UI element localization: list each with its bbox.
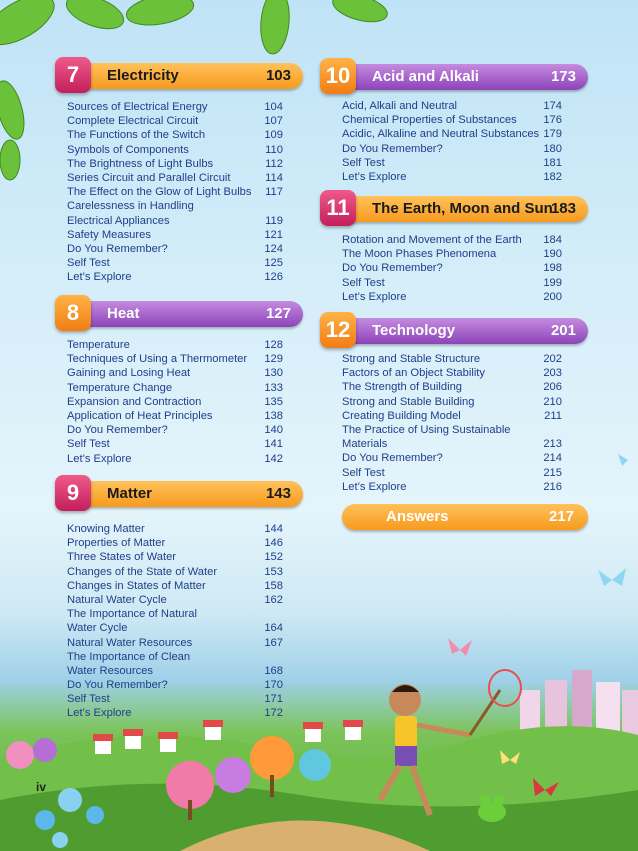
list-item[interactable]: Water Cycle 164 (67, 622, 283, 635)
chapter-items (67, 338, 283, 466)
chapter-title: The Earth, Moon and Sun (372, 200, 553, 217)
list-item[interactable]: Self Test 199 (342, 276, 562, 289)
list-item[interactable]: Self Test 125 (67, 257, 283, 270)
chapter-title: Technology (372, 322, 456, 339)
list-item[interactable]: The Effect on the Glow of Light Bulbs 117 (67, 186, 283, 199)
list-item[interactable]: Chemical Properties of Substances 176 (342, 114, 562, 127)
chapter-number: 8 (55, 295, 91, 331)
chapter-title: Electricity (107, 67, 179, 84)
list-item[interactable]: Do You Remember? 180 (342, 142, 562, 155)
list-item[interactable]: Creating Building Model 211 (342, 409, 562, 422)
chapter-page: 183 (550, 200, 576, 217)
chapter-header[interactable] (57, 481, 303, 507)
list-item[interactable]: Application of Heat Principles 138 (67, 409, 283, 422)
page-number: iv (36, 780, 47, 794)
list-item[interactable]: The Brightness of Light Bulbs 112 (67, 157, 283, 170)
list-item[interactable]: Complete Electrical Circuit 107 (67, 115, 283, 128)
list-item[interactable]: Electrical Appliances 119 (67, 214, 283, 227)
chapter-header[interactable] (322, 196, 588, 222)
chapter-header[interactable] (322, 64, 588, 90)
list-item[interactable]: Rotation and Movement of the Earth 184 (342, 234, 562, 246)
answers-page: 217 (548, 508, 574, 525)
list-item[interactable]: Acidic, Alkaline and Neutral Substances 179 (342, 128, 562, 141)
list-item[interactable]: The Functions of the Switch 109 (67, 129, 283, 142)
list-item[interactable]: The Strength of Building 206 (342, 381, 562, 394)
list-item[interactable]: The Moon Phases Phenomena 190 (342, 248, 562, 261)
list-item[interactable]: The Practice of Using Sustainable (342, 423, 511, 436)
list-item[interactable]: Safety Measures 121 (67, 228, 283, 241)
list-item[interactable]: Let’s Explore 200 (342, 290, 562, 303)
chapter-page: 173 (550, 68, 576, 85)
list-item[interactable]: Let’s Explore 126 (67, 271, 283, 284)
answers-title: Answers (386, 508, 449, 525)
chapter-page: 201 (550, 322, 576, 339)
chapter-header[interactable] (57, 301, 303, 327)
list-item[interactable]: Expansion and Contraction 135 (67, 395, 283, 408)
list-item[interactable]: Self Test 181 (342, 156, 562, 169)
list-item[interactable]: Changes of the State of Water 153 (67, 565, 283, 578)
list-item[interactable]: Do You Remember? 198 (342, 262, 562, 275)
list-item[interactable]: Sources of Electrical Energy 104 (67, 101, 283, 113)
list-item[interactable]: Carelessness in Handling (67, 200, 194, 213)
list-item[interactable]: The Importance of Natural (67, 608, 197, 621)
chapter-title: Acid and Alkali (372, 68, 479, 85)
list-item[interactable]: Techniques of Using a Thermometer 129 (67, 353, 283, 366)
chapter-number: 9 (55, 475, 91, 511)
chapter-page: 103 (265, 67, 291, 84)
list-item[interactable]: Gaining and Losing Heat 130 (67, 367, 283, 380)
chapter-number: 11 (320, 190, 356, 226)
list-item[interactable]: Knowing Matter 144 (67, 523, 283, 535)
list-item[interactable]: Temperature Change 133 (67, 381, 283, 394)
list-item[interactable]: Do You Remember? 140 (67, 424, 283, 437)
list-item[interactable]: Natural Water Resources 167 (67, 636, 283, 649)
chapter-items (342, 352, 562, 494)
chapter-items (67, 100, 283, 284)
chapter-items (342, 233, 562, 304)
list-item[interactable]: Self Test 171 (67, 693, 283, 706)
chapter-items (67, 522, 283, 721)
list-item[interactable]: Let’s Explore 142 (67, 452, 283, 465)
answers-header[interactable] (342, 504, 588, 530)
chapter-number: 7 (55, 57, 91, 93)
chapter-page: 127 (265, 305, 291, 322)
list-item[interactable]: Three States of Water 152 (67, 551, 283, 564)
chapter-number: 12 (320, 312, 356, 348)
list-item[interactable]: Properties of Matter 146 (67, 537, 283, 550)
list-item[interactable]: Changes in States of Matter 158 (67, 579, 283, 592)
list-item[interactable]: Acid, Alkali and Neutral 174 (342, 100, 562, 112)
list-item[interactable]: Do You Remember? 124 (67, 242, 283, 255)
list-item[interactable]: Self Test 141 (67, 438, 283, 451)
chapter-items (342, 99, 562, 184)
list-item[interactable]: Let’s Explore 216 (342, 480, 562, 493)
list-item[interactable]: Strong and Stable Building 210 (342, 395, 562, 408)
list-item[interactable]: Self Test 215 (342, 466, 562, 479)
chapter-header[interactable] (57, 63, 303, 89)
list-item[interactable]: Series Circuit and Parallel Circuit 114 (67, 171, 283, 184)
list-item[interactable]: Temperature 128 (67, 339, 283, 351)
chapter-page: 143 (265, 485, 291, 502)
chapter-title: Matter (107, 485, 153, 502)
list-item[interactable]: Factors of an Object Stability 203 (342, 367, 562, 380)
list-item[interactable]: Do You Remember? 170 (67, 679, 283, 692)
chapter-header[interactable] (322, 318, 588, 344)
list-item[interactable]: Water Resources 168 (67, 664, 283, 677)
chapter-title: Heat (107, 305, 140, 322)
list-item[interactable]: Let’s Explore 182 (342, 170, 562, 183)
list-item[interactable]: The Importance of Clean (67, 650, 191, 663)
list-item[interactable]: Let’s Explore 172 (67, 707, 283, 720)
list-item[interactable]: Materials 213 (342, 438, 562, 451)
city-decoration (520, 670, 638, 735)
list-item[interactable]: Do You Remember? 214 (342, 452, 562, 465)
list-item[interactable]: Symbols of Components 110 (67, 143, 283, 156)
chapter-number: 10 (320, 58, 356, 94)
list-item[interactable]: Natural Water Cycle 162 (67, 593, 283, 606)
list-item[interactable]: Strong and Stable Structure 202 (342, 353, 562, 365)
